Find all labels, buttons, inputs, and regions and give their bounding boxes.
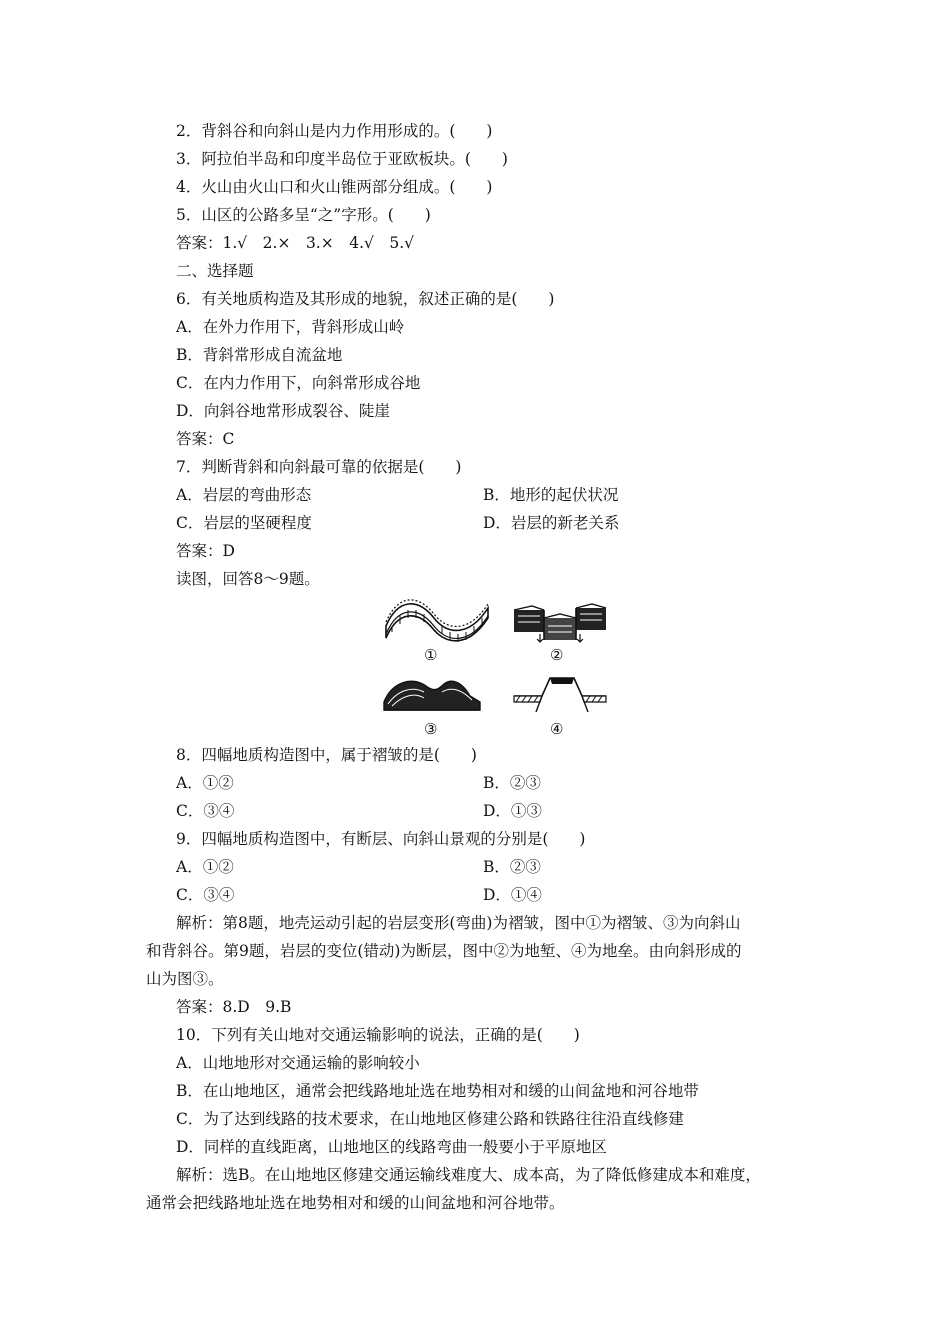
explanation-8-9-line-2: 和背斜谷。第9题，岩层的变位(错动)为断层，图中②为地堑、④为地垒。由向斜形成的 (146, 942, 742, 960)
question-8: 8．四幅地质构造图中，属于褶皱的是( ) (176, 746, 477, 764)
explanation-10-line-2: 通常会把线路地址选在地势相对和缓的山间盆地和河谷地带。 (146, 1194, 565, 1212)
question-10-option-b: B．在山地地区，通常会把线路地址选在地势相对和缓的山间盆地和河谷地带 (176, 1082, 699, 1100)
question-7-option-d: D．岩层的新老关系 (483, 514, 620, 532)
answer-7: 答案：D (176, 542, 235, 560)
figure-label-2: ② (550, 646, 564, 664)
question-5: 5．山区的公路多呈“之”字形。( ) (176, 206, 431, 224)
figure-label-1: ① (424, 646, 438, 664)
question-6-option-d: D．向斜谷地常形成裂谷、陡崖 (176, 402, 390, 420)
question-8-option-d: D．①③ (483, 802, 542, 820)
explanation-8-9-line-1: 解析：第8题，地壳运动引起的岩层变形(弯曲)为褶皱，图中①为褶皱、③为向斜山 (176, 914, 741, 932)
geology-figure (380, 596, 610, 740)
question-8-option-c: C．③④ (176, 802, 235, 820)
question-9-option-c: C．③④ (176, 886, 235, 904)
question-9-option-a: A．①② (176, 858, 234, 876)
question-9-option-b: B．②③ (483, 858, 541, 876)
question-10: 10．下列有关山地对交通运输影响的说法，正确的是( ) (176, 1026, 580, 1044)
question-6: 6．有关地质构造及其形成的地貌，叙述正确的是( ) (176, 290, 555, 308)
question-10-option-c: C．为了达到线路的技术要求，在山地地区修建公路和铁路往往沿直线修建 (176, 1110, 684, 1128)
question-4: 4．火山由火山口和火山锥两部分组成。( ) (176, 178, 493, 196)
read-figure-instruction: 读图，回答8～9题。 (176, 570, 320, 588)
question-9: 9．四幅地质构造图中，有断层、向斜山景观的分别是( ) (176, 830, 586, 848)
horst-diagram-4 (512, 676, 608, 714)
question-2: 2．背斜谷和向斜山是内力作用形成的。( ) (176, 122, 493, 140)
figure-label-4: ④ (550, 720, 564, 738)
question-7-option-b: B．地形的起伏状况 (483, 486, 619, 504)
question-10-option-d: D．同样的直线距离，山地地区的线路弯曲一般要小于平原地区 (176, 1138, 607, 1156)
question-3: 3．阿拉伯半岛和印度半岛位于亚欧板块。( ) (176, 150, 508, 168)
question-9-option-d: D．①④ (483, 886, 542, 904)
question-10-option-a: A．山地地形对交通运输的影响较小 (176, 1054, 420, 1072)
syncline-diagram-3 (382, 672, 482, 714)
question-7-option-a: A．岩层的弯曲形态 (176, 486, 312, 504)
question-6-option-c: C．在内力作用下，向斜常形成谷地 (176, 374, 421, 392)
fold-diagram-1 (384, 596, 490, 646)
answer-1-5: 答案：1.√ 2.× 3.× 4.√ 5.√ (176, 234, 415, 252)
question-8-option-b: B．②③ (483, 774, 541, 792)
question-7-option-c: C．岩层的坚硬程度 (176, 514, 312, 532)
answer-8-9: 答案：8.D 9.B (176, 998, 292, 1016)
question-6-option-a: A．在外力作用下，背斜形成山岭 (176, 318, 405, 336)
question-8-option-a: A．①② (176, 774, 234, 792)
graben-diagram-2 (512, 600, 608, 644)
figure-label-3: ③ (424, 720, 438, 738)
section-heading-choice: 二、选择题 (176, 262, 254, 280)
explanation-10-line-1: 解析：选B。在山地地区修建交通运输线难度大、成本高，为了降低修建成本和难度， (176, 1166, 761, 1184)
question-7: 7．判断背斜和向斜最可靠的依据是( ) (176, 458, 462, 476)
question-6-option-b: B．背斜常形成自流盆地 (176, 346, 343, 364)
answer-6: 答案：C (176, 430, 235, 448)
explanation-8-9-line-3: 山为图③。 (146, 970, 224, 988)
